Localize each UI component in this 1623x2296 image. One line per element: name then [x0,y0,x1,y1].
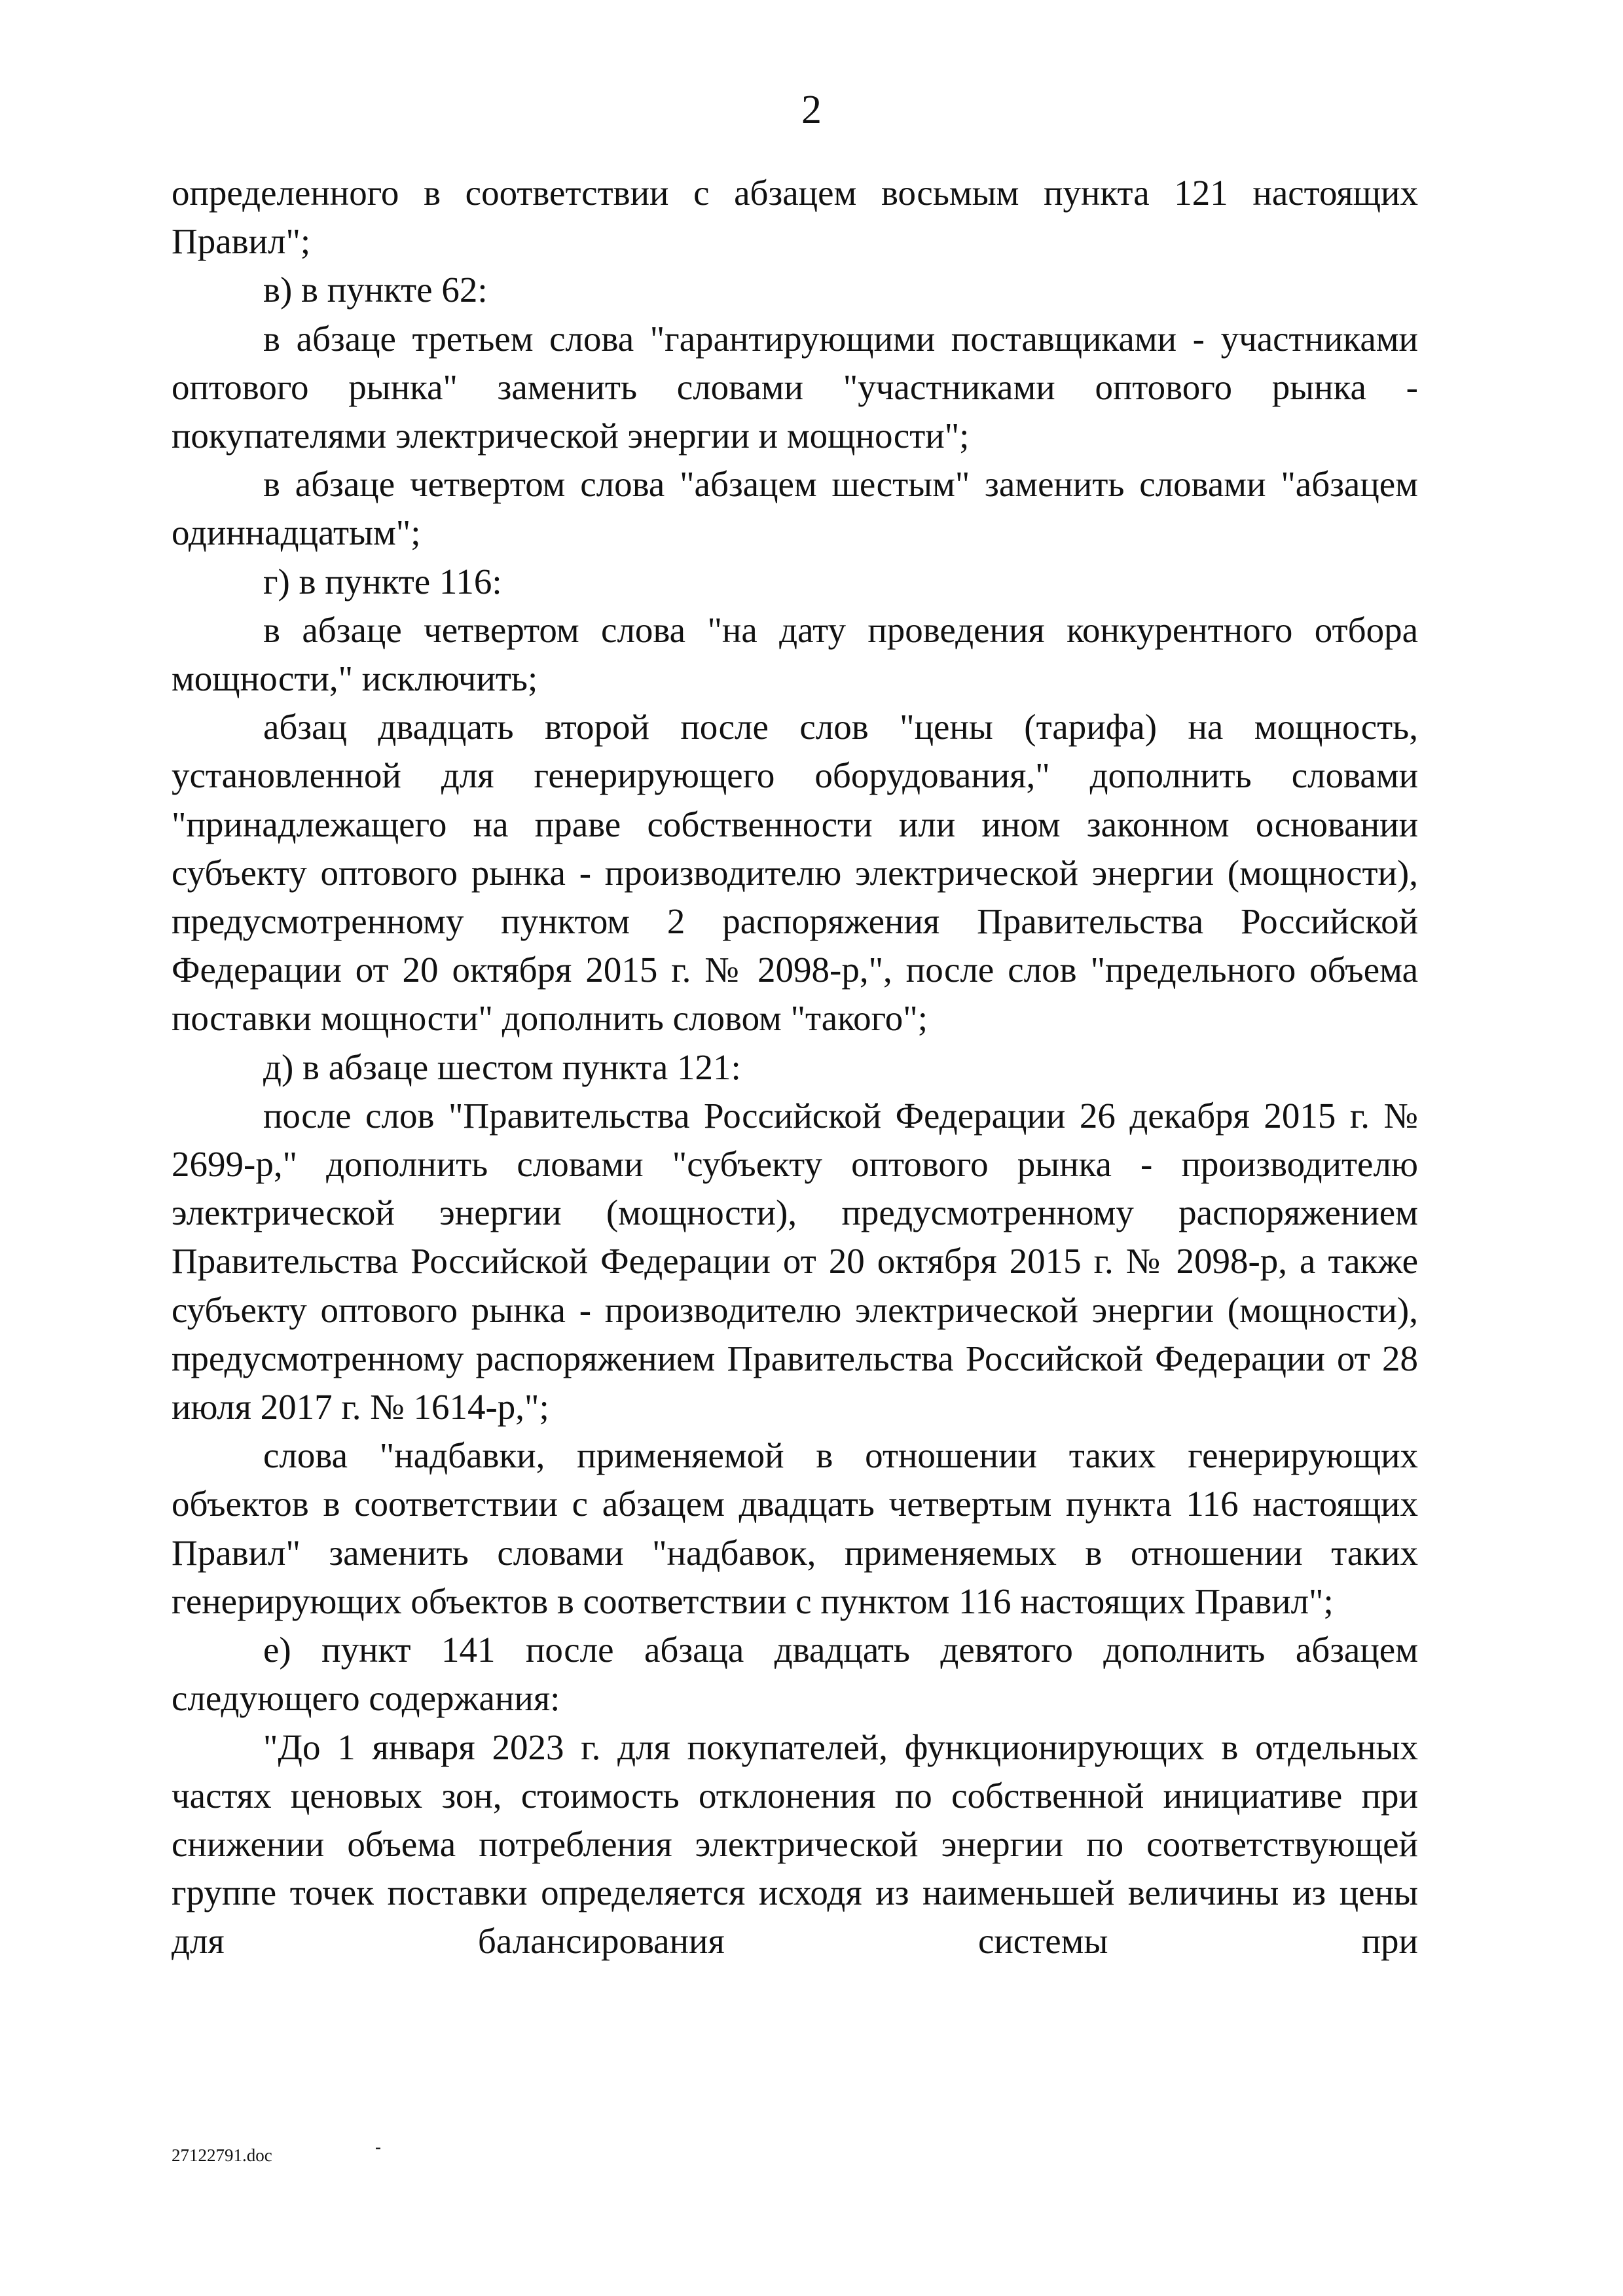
document-code: 27122791.doc [172,2145,272,2165]
paragraph: в абзаце четвертом слова "абзацем шестым" заменить словами "абзацем одиннадцатым"; [172,464,1418,553]
paragraph: д) в абзаце шестом пункта 121: [263,1047,741,1087]
paragraph: г) в пункте 116: [263,561,502,601]
paragraph: после слов "Правительства Российской Федерации 26 декабря 2015 г. № 2699-р," дополнить словами "субъекту оптового рынка - производителю электрической энергии (мощности), предусмотренному распоряжением Правительства Российской Федерации от 20 октября 2015 г. № 2098-р, а также субъекту оптового рынка - производителю электрической энергии (мощности), предусмотренному распоряжением Правительства Российской Федерации от 28 июля 2017 г. № 1614-р,"; [172,1095,1418,1427]
paragraph: е) пункт 141 после абзаца двадцать девятого дополнить абзацем следующего содержания: [172,1630,1418,1719]
document-body [172,169,1418,1966]
paragraph: в абзаце четвертом слова "на дату проведения конкурентного отбора мощности," исключить; [172,609,1418,699]
paragraph: абзац двадцать второй после слов "цены (тарифа) на мощность, установленной для генерирующего оборудования," дополнить словами "принадлежащего на праве собственности или ином законном основании субъекту оптового рынка - производителю электрической энергии (мощности), предусмотренному пунктом 2 распоряжения Правительства Российской Федерации от 20 октября 2015 г. № 2098-р,", после слов "предельного объема поставки мощности" дополнить словом "такого"; [172,707,1418,1039]
footer-mark: - [375,2137,381,2157]
paragraph: определенного в соответствии с абзацем восьмым пункта 121 настоящих Правил"; [172,173,1418,262]
paragraph: в абзаце третьем слова "гарантирующими поставщиками - участниками оптового рынка" заменить словами "участниками оптового рынка - покупателями электрической энергии и мощности"; [172,318,1418,456]
page-number: 2 [801,88,822,132]
paragraph: слова "надбавки, применяемой в отношении таких генерирующих объектов в соответствии с абзацем двадцать четвертым пункта 116 настоящих Правил" заменить словами "надбавок, применяемых в отношении таких генерирующих объектов в соответствии с пунктом 116 настоящих Правил"; [172,1435,1418,1621]
paragraph: "До 1 января 2023 г. для покупателей, функционирующих в отдельных частях ценовых зон, стоимость отклонения по собственной инициативе при снижении объема потребления электрической энергии по соответствующей группе точек поставки определяется исходя из наименьшей величины из цены для балансирования системы при [172,1727,1418,1962]
paragraph: в) в пункте 62: [263,270,488,310]
